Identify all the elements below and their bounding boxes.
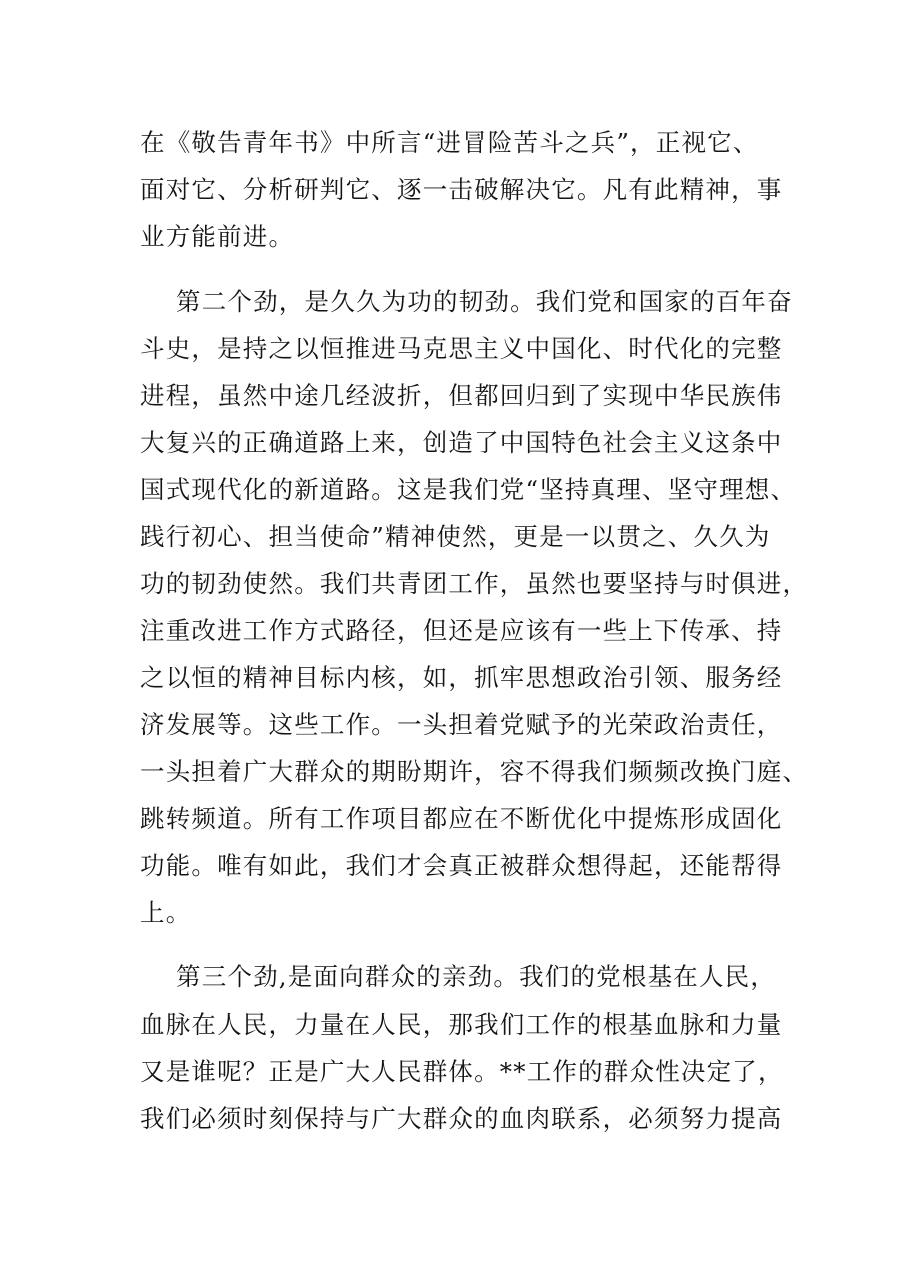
paragraph-line: 国式现代化的新道路。这是我们党“坚持真理、坚守理想、 <box>140 475 797 504</box>
paragraph-line: 践行初心、担当使命”精神使然，更是一以贯之、久久为 <box>140 522 771 551</box>
paragraph-line: 我们必须时刻保持与广大群众的血肉联系，必须努力提高 <box>140 1104 783 1133</box>
paragraph-line: 在《敬告青年书》中所言“进冒险苦斗之兵”，正视它、 <box>140 128 759 157</box>
paragraph-line: 斗史，是持之以恒推进马克思主义中国化、时代化的完整 <box>140 334 783 363</box>
paragraph-line: 跳转频道。所有工作项目都应在不断优化中提炼形成固化 <box>140 804 783 833</box>
paragraph-line: 济发展等。这些工作。一头担着党赋予的光荣政治责任， <box>140 710 783 739</box>
paragraph-line: 大复兴的正确道路上来，创造了中国特色社会主义这条中 <box>140 428 783 457</box>
paragraph-line: 之以恒的精神目标内核，如，抓牢思想政治引领、服务经 <box>140 663 783 692</box>
paragraph-line: 功的韧劲使然。我们共青团工作，虽然也要坚持与时俱进， <box>140 569 809 598</box>
paragraph-line: 功能。唯有如此，我们才会真正被群众想得起，还能帮得 <box>140 851 783 880</box>
paragraph-line: 血脉在人民，力量在人民，那我们工作的根基血脉和力量 <box>140 1010 783 1039</box>
paragraph-line: 面对它、分析研判它、逐一击破解决它。凡有此精神，事 <box>140 175 783 204</box>
paragraph-line: 业方能前进。 <box>140 222 295 251</box>
paragraph-line: 一头担着广大群众的期盼期许，容不得我们频频改换门庭、 <box>140 757 809 786</box>
paragraph-line: 注重改进工作方式路径，但还是应该有一些上下传承、持 <box>140 616 783 645</box>
paragraph-line: 第二个劲，是久久为功的韧劲。我们党和国家的百年奋 <box>176 287 793 316</box>
paragraph-line: 进程，虽然中途几经波折，但都回归到了实现中华民族伟 <box>140 381 783 410</box>
paragraph-line: 又是谁呢？正是广大人民群体。**工作的群众性决定了， <box>140 1057 784 1086</box>
paragraph-line: 第三个劲,是面向群众的亲劲。我们的党根基在人民， <box>176 962 777 991</box>
paragraph-line: 上。 <box>140 898 192 927</box>
